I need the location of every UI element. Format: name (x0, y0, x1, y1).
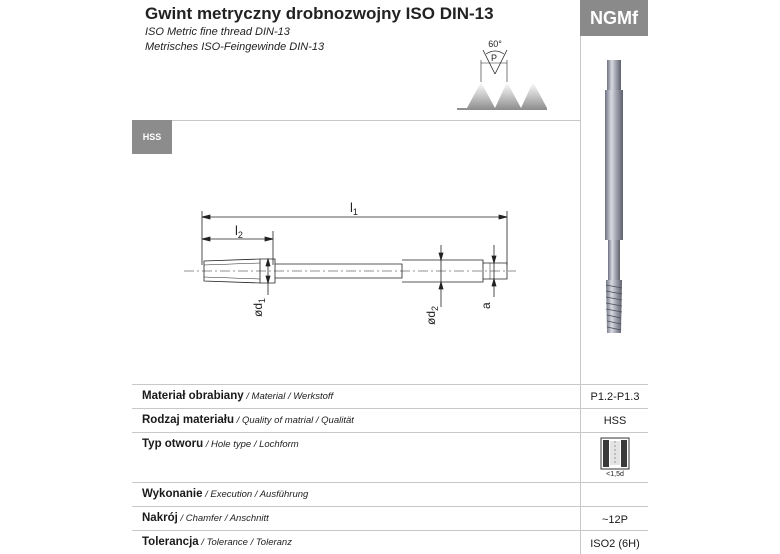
thread-profile-diagram (455, 36, 550, 111)
subtitle-en: ISO Metric fine thread DIN-13 (145, 26, 290, 38)
d2-arrow-bottom (439, 282, 443, 289)
hole-type-value: <1,5d (606, 471, 624, 478)
tool-square (607, 60, 621, 90)
spec-value: P1.2-P1.3 (590, 391, 640, 403)
pitch-label: P (490, 53, 498, 63)
product-code-badge: NGMf (580, 0, 648, 36)
thread-line-bottom (204, 277, 260, 279)
table-row: Materiał obrabiany / Material / Werkstoff (142, 390, 334, 402)
table-row: Rodzaj materiału / Quality of matrial / Qualität (142, 414, 354, 426)
d1-label: $ød_1$ (251, 297, 267, 317)
table-row: Nakrój / Chamfer / Anschnitt (142, 512, 269, 524)
column-divider (580, 0, 581, 554)
l2-label: $l_2$ (235, 223, 243, 240)
table-row-divider (132, 530, 648, 531)
a-arrow-top (492, 256, 496, 263)
header-separator (132, 120, 580, 121)
table-row-divider (132, 408, 648, 409)
tap-product-image (596, 55, 636, 345)
l1-arrow-right (499, 215, 507, 219)
d1-arrow-bottom (266, 276, 270, 283)
spec-value: ~12P (602, 514, 628, 526)
table-row: Tolerancja / Tolerance / Toleranz (142, 536, 292, 548)
subtitle-de: Metrisches ISO-Feingewinde DIN-13 (145, 41, 325, 53)
tap-technical-drawing (180, 195, 520, 330)
thread-line-top (204, 263, 260, 265)
table-row-divider (132, 432, 648, 433)
table-row: Wykonanie / Execution / Ausführung (142, 488, 309, 500)
l1-arrow-left (202, 215, 210, 219)
spec-value: ISO2 (6H) (590, 538, 640, 550)
angle-label: 60° (488, 39, 502, 49)
d2-arrow-top (439, 253, 443, 260)
spec-value: HSS (603, 415, 627, 427)
l2-arrow-right (265, 237, 273, 241)
table-row-divider (132, 482, 648, 483)
page-title: Gwint metryczny drobnozwojny ISO DIN-13 (145, 4, 494, 23)
table-row: Typ otworu / Hole type / Lochform (142, 438, 299, 450)
a-label: a (479, 302, 493, 309)
l1-label: $l_1$ (350, 200, 358, 217)
blind-hole-icon (600, 437, 630, 470)
thread-teeth (457, 82, 547, 110)
d1-arrow-top (266, 259, 270, 266)
tool-neck (608, 240, 620, 280)
table-row-divider (132, 384, 648, 385)
l2-arrow-left (202, 237, 210, 241)
material-badge: HSS (132, 120, 172, 154)
table-row-divider (132, 506, 648, 507)
a-arrow-bottom (492, 279, 496, 286)
tool-shank (605, 90, 623, 240)
d2-label: $ød_2$ (424, 305, 440, 325)
